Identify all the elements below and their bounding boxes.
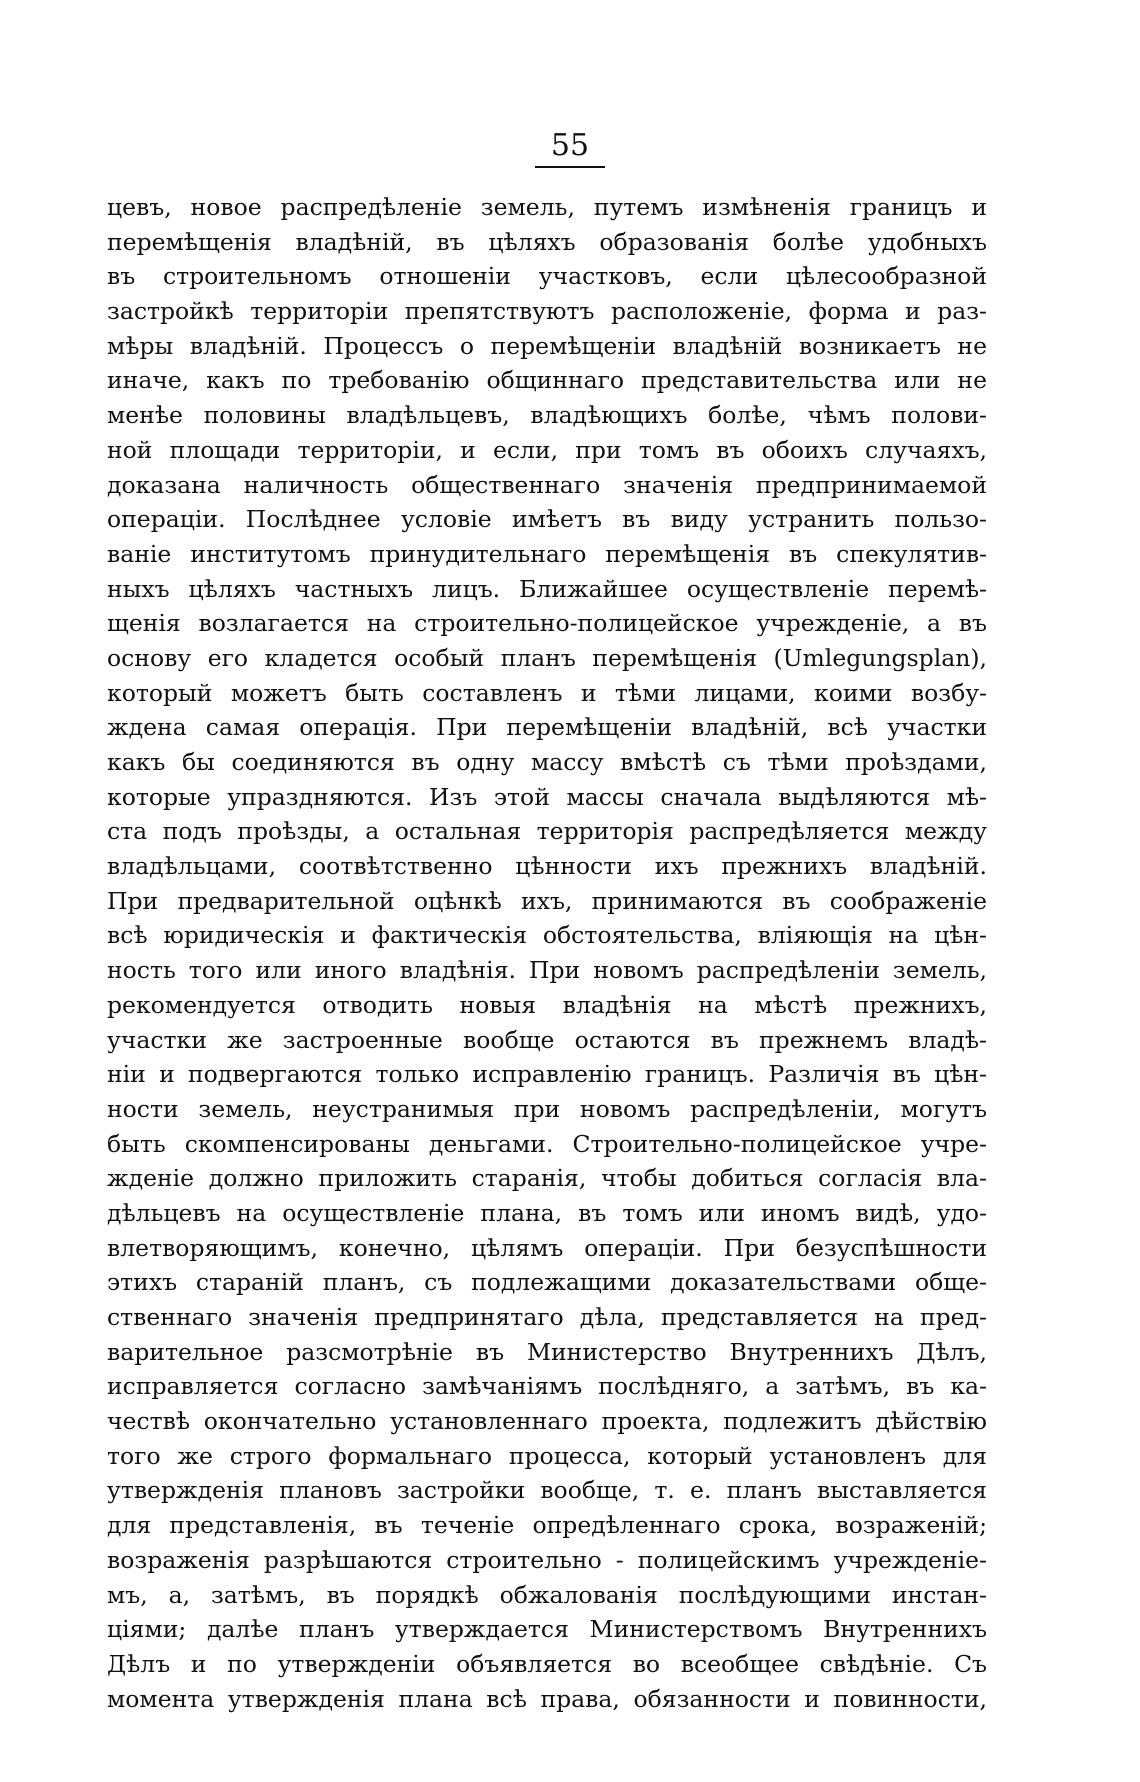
text-line: ваніе институтомъ принудительнаго перемѣщенія въ спекулятив- <box>107 539 987 568</box>
body-text <box>107 190 987 1716</box>
text-line: быть скомпенсированы деньгами. Строительно-полицейское учре- <box>107 1129 987 1158</box>
text-line: ныхъ цѣляхъ частныхъ лицъ. Ближайшее осуществленіе перемѣ- <box>107 574 987 603</box>
page-number-container <box>0 128 1140 168</box>
text-line: При предварительной оцѣнкѣ ихъ, принимаются въ соображеніе <box>107 886 987 915</box>
text-line: всѣ юридическія и фактическія обстоятельства, вліяющія на цѣн- <box>107 921 987 950</box>
text-line: ность того или иного владѣнія. При новомъ распредѣленіи земель, <box>107 956 987 985</box>
text-line: ста подъ проѣзды, а остальная территорія распредѣляется между <box>107 817 987 846</box>
page-number: 55 <box>535 128 605 168</box>
text-line: для представленія, въ теченіе опредѣленнаго срока, возраженій; <box>107 1511 987 1540</box>
text-line: этихъ стараній планъ, съ подлежащими доказательствами обще- <box>107 1268 987 1297</box>
text-line: въ строительномъ отношеніи участковъ, если цѣлесообразной <box>107 262 987 291</box>
text-line: ности земель, неустранимыя при новомъ распредѣленіи, могутъ <box>107 1094 987 1123</box>
text-line: иначе, какъ по требованію общиннаго представительства или не <box>107 366 987 395</box>
text-line: доказана наличность общественнаго значенія предпринимаемой <box>107 470 987 499</box>
text-line: основу его кладется особый планъ перемѣщенія (Umlegungsplan), <box>107 643 987 672</box>
text-line: участки же застроенные вообще остаются въ прежнемъ владѣ- <box>107 1025 987 1054</box>
text-line: который можетъ быть составленъ и тѣми лицами, коими возбу- <box>107 678 987 707</box>
text-line: цевъ, новое распредѣленіе земель, путемъ измѣненія границъ и <box>107 193 987 221</box>
text-line: чествѣ окончательно установленнаго проекта, подлежитъ дѣйствію <box>107 1407 987 1436</box>
text-line: того же строго формальнаго процесса, который установленъ для <box>107 1441 987 1470</box>
text-line: рекомендуется отводить новыя владѣнія на мѣстѣ прежнихъ, <box>107 990 987 1019</box>
text-line: жденіе должно приложить старанія, чтобы добиться согласія вла- <box>107 1164 987 1193</box>
text-line: варительное разсмотрѣніе въ Министерство Внутреннихъ Дѣлъ, <box>107 1337 987 1366</box>
text-line: менѣе половины владѣльцевъ, владѣющихъ болѣе, чѣмъ полови- <box>107 401 987 430</box>
text-line: операціи. Послѣднее условіе имѣетъ въ виду устранить пользо- <box>107 505 987 534</box>
text-line: владѣльцами, соотвѣтственно цѣнности ихъ прежнихъ владѣній. <box>107 852 987 881</box>
text-line: ждена самая операція. При перемѣщеніи владѣній, всѣ участки <box>107 713 987 742</box>
text-line: ственнаго значенія предпринятаго дѣла, представляется на пред- <box>107 1303 987 1331</box>
text-line: исправляется согласно замѣчаніямъ послѣдняго, а затѣмъ, въ ка- <box>107 1372 987 1401</box>
text-line: момента утвержденія плана всѣ права, обязанности и повинности, <box>107 1684 987 1713</box>
text-line: ніи и подвергаются только исправленію границъ. Различія въ цѣн- <box>107 1060 987 1089</box>
text-line: щенія возлагается на строительно-полицейское учрежденіе, а въ <box>107 609 987 638</box>
text-line: застройкѣ территоріи препятствуютъ расположеніе, форма и раз- <box>107 297 987 326</box>
text-line: какъ бы соединяются въ одну массу вмѣстѣ съ тѣми проѣздами, <box>107 748 987 776</box>
text-line: которые упраздняются. Изъ этой массы сначала выдѣляются мѣ- <box>107 782 987 811</box>
text-line: утвержденія плановъ застройки вообще, т. е. планъ выставляется <box>107 1476 987 1505</box>
text-line: Дѣлъ и по утвержденіи объявляется во всеобщее свѣдѣніе. Съ <box>107 1649 987 1678</box>
text-line: перемѣщенія владѣній, въ цѣляхъ образованія болѣе удобныхъ <box>107 227 987 256</box>
text-line: ной площади территоріи, и если, при томъ въ обоихъ случаяхъ, <box>107 435 987 464</box>
text-line: мѣры владѣній. Процессъ о перемѣщеніи владѣній возникаетъ не <box>107 331 987 360</box>
text-line: ціями; далѣе планъ утверждается Министерствомъ Внутреннихъ <box>107 1615 987 1644</box>
text-line: дѣльцевъ на осуществленіе плана, въ томъ или иномъ видѣ, удо- <box>107 1198 987 1227</box>
text-line: влетворяющимъ, конечно, цѣлямъ операціи. При безуспѣшности <box>107 1233 987 1262</box>
text-line: возраженія разрѣшаются строительно - полицейскимъ учрежденіе- <box>107 1545 987 1574</box>
text-line: мъ, а, затѣмъ, въ порядкѣ обжалованія послѣдующими инстан- <box>107 1580 987 1609</box>
